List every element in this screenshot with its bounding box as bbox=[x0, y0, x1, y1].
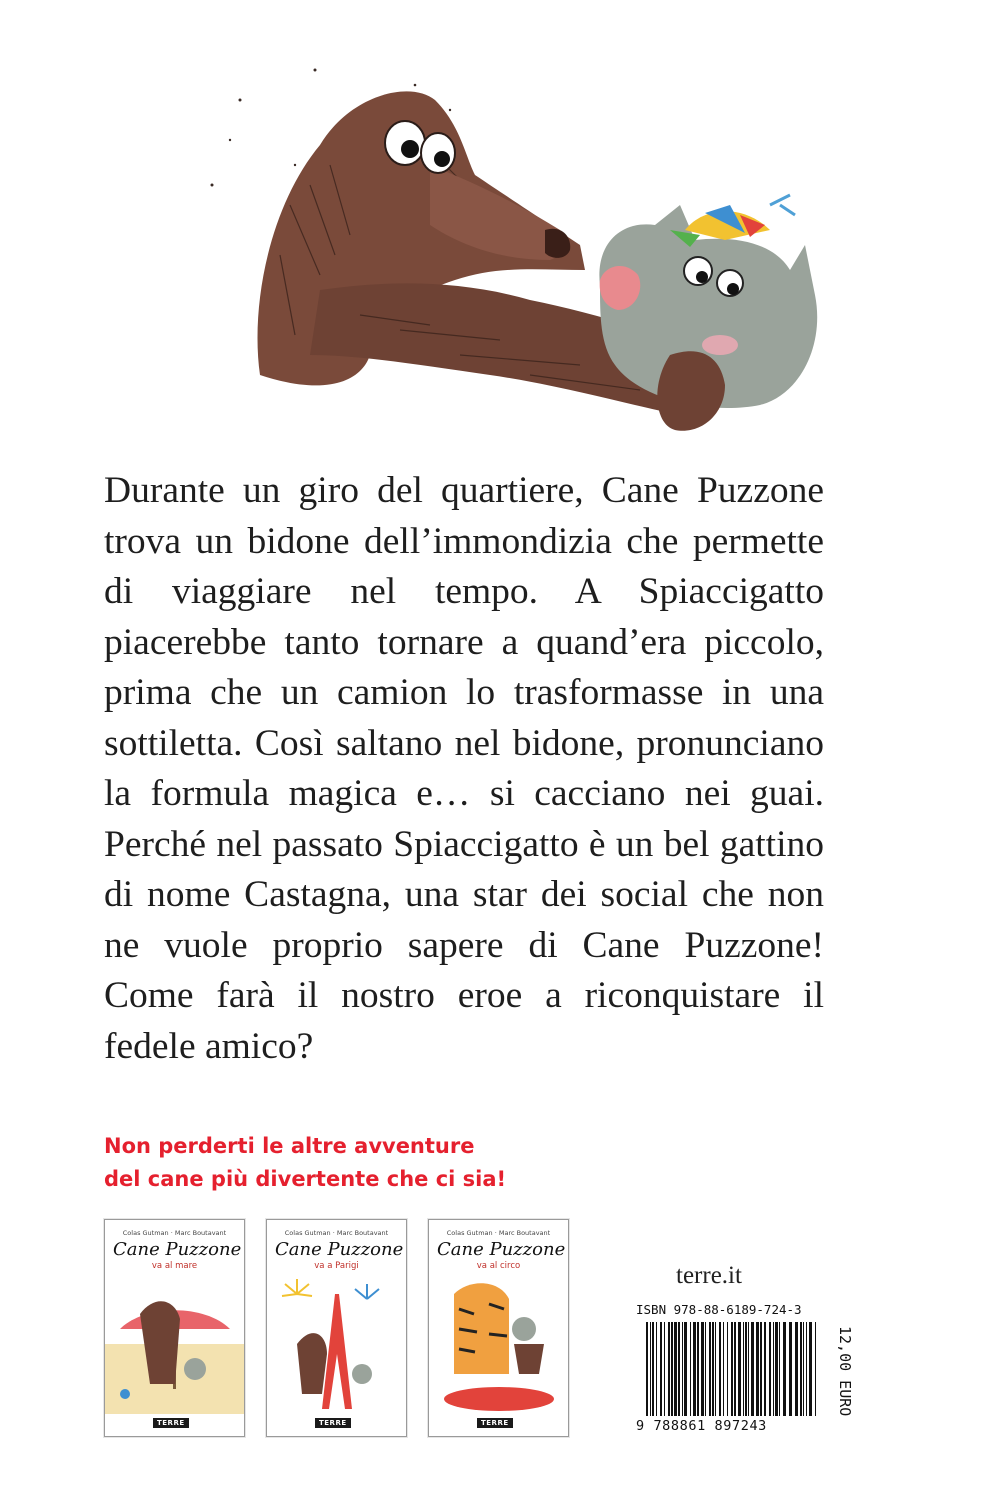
book-series-title: Cane Puzzone bbox=[275, 1239, 404, 1260]
book-subtitle: va al mare bbox=[151, 1261, 198, 1271]
barcode-bar bbox=[727, 1322, 728, 1416]
barcode-bar bbox=[773, 1322, 774, 1416]
back-cover-blurb: Durante un giro del quartiere, Cane Puzzone trova un bidone dell’immondizia che permette di viaggiare nel tempo. A Spiaccigatto piacerebbe tanto tornare a quand’era piccolo, prima che un camion lo trasformasse in una sottiletta. Così saltano nel bidone, pronunciano la formula magica e… si cacciano nei guai. Perché nel passato Spiaccigatto è un bel gattino di nome Castagna, una star dei social che non ne vuole proprio sapere di Cane Puzzone! Come farà il nostro eroe a riconquistare il fedele amico? bbox=[104, 470, 824, 1067]
barcode-bar bbox=[671, 1322, 673, 1416]
book-series-title: Cane Puzzone bbox=[113, 1239, 242, 1260]
barcode-bar bbox=[646, 1322, 648, 1416]
barcode-bar bbox=[756, 1322, 759, 1416]
barcode-bar bbox=[775, 1322, 778, 1416]
barcode-bar bbox=[678, 1322, 680, 1416]
barcode-bar bbox=[734, 1322, 736, 1416]
book-cover-al-circo[interactable] bbox=[428, 1219, 569, 1437]
book-authors: Colas Gutman · Marc Boutavant bbox=[446, 1229, 551, 1237]
barcode-bar bbox=[806, 1322, 807, 1416]
barcode-bar bbox=[705, 1322, 706, 1416]
barcode-bar bbox=[803, 1322, 804, 1416]
book-subtitle: va a Parigi bbox=[314, 1261, 359, 1271]
barcode-bar bbox=[660, 1322, 662, 1416]
barcode-bar bbox=[693, 1322, 696, 1416]
paris-illustration bbox=[267, 1274, 406, 1414]
barcode-bar bbox=[738, 1322, 741, 1416]
barcode-bar bbox=[748, 1322, 749, 1416]
barcode-bar bbox=[769, 1322, 771, 1416]
barcode-bar bbox=[674, 1322, 677, 1416]
barcode-bar bbox=[795, 1322, 798, 1416]
publisher-logo: TERRE bbox=[477, 1418, 513, 1428]
barcode-bar bbox=[697, 1322, 699, 1416]
barcode-bar bbox=[682, 1322, 683, 1416]
publisher-logo: TERRE bbox=[315, 1418, 351, 1428]
book-cover-al-mare[interactable] bbox=[104, 1219, 245, 1437]
barcode-bar bbox=[815, 1322, 816, 1416]
price-label: 12,00 EURO bbox=[836, 1326, 854, 1417]
barcode-bar bbox=[760, 1322, 762, 1416]
beach-illustration bbox=[105, 1274, 244, 1414]
barcode-bar bbox=[800, 1322, 802, 1416]
barcode-bar bbox=[779, 1322, 780, 1416]
barcode-bar bbox=[656, 1322, 657, 1416]
barcode-bar bbox=[650, 1322, 651, 1416]
barcode-bar bbox=[731, 1322, 733, 1416]
book-authors: Colas Gutman · Marc Boutavant bbox=[122, 1229, 227, 1237]
barcode-digits: 9 788861 897243 bbox=[636, 1418, 767, 1434]
barcode-bar bbox=[745, 1322, 747, 1416]
book-series-title: Cane Puzzone bbox=[437, 1239, 566, 1260]
barcode-bar bbox=[719, 1322, 721, 1416]
barcode-bar bbox=[715, 1322, 716, 1416]
barcode-bars bbox=[636, 1322, 826, 1416]
book-authors: Colas Gutman · Marc Boutavant bbox=[284, 1229, 389, 1237]
barcode-bar bbox=[652, 1322, 654, 1416]
barcode-bar bbox=[712, 1322, 714, 1416]
barcode-bar bbox=[809, 1322, 812, 1416]
barcode-bar bbox=[701, 1322, 704, 1416]
barcode bbox=[636, 1302, 826, 1432]
barcode-bar bbox=[709, 1322, 711, 1416]
barcode-bar bbox=[751, 1322, 754, 1416]
publisher-website[interactable]: terre.it bbox=[676, 1262, 742, 1289]
barcode-bar bbox=[668, 1322, 670, 1416]
circus-illustration bbox=[429, 1274, 568, 1414]
promo-heading bbox=[104, 1130, 506, 1196]
dog-and-cat-illustration bbox=[200, 55, 840, 455]
barcode-bar bbox=[764, 1322, 766, 1416]
isbn-number: ISBN 978-88-6189-724-3 bbox=[636, 1302, 802, 1317]
promo-line-1: Non perderti le altre avventure bbox=[104, 1134, 475, 1158]
barcode-bar bbox=[743, 1322, 744, 1416]
barcode-bar bbox=[723, 1322, 724, 1416]
book-cover-a-parigi[interactable] bbox=[266, 1219, 407, 1437]
book-subtitle: va al circo bbox=[476, 1261, 521, 1271]
promo-line-2: del cane più divertente che ci sia! bbox=[104, 1167, 507, 1191]
barcode-bar bbox=[783, 1322, 786, 1416]
barcode-bar bbox=[684, 1322, 687, 1416]
barcode-bar bbox=[690, 1322, 691, 1416]
publisher-logo: TERRE bbox=[153, 1418, 189, 1428]
barcode-bar bbox=[664, 1322, 665, 1416]
barcode-bar bbox=[789, 1322, 792, 1416]
